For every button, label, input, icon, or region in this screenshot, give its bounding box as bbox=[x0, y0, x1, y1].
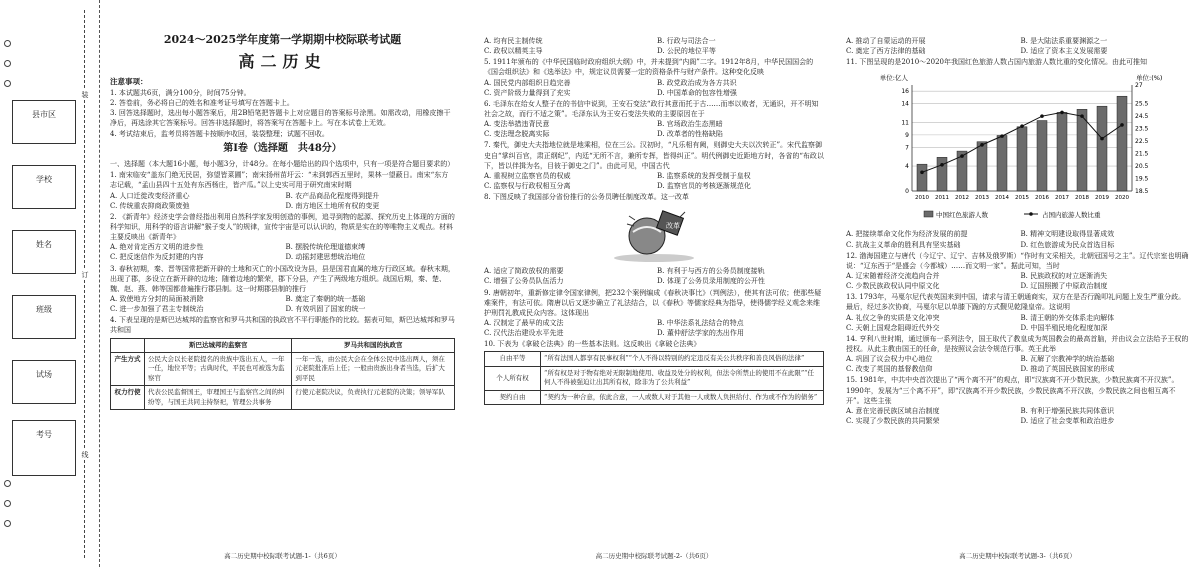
question-7 bbox=[484, 140, 824, 191]
bar bbox=[1037, 121, 1047, 191]
notice-heading: 注意事项： bbox=[110, 77, 148, 87]
field-name[interactable] bbox=[12, 230, 76, 274]
option-a[interactable]: A. 适应了简政放权的需要 bbox=[484, 267, 564, 276]
notice-item: 4. 考试结束后，监考员将答题卡按顺序收回，装袋整理；试题不回收。 bbox=[110, 129, 329, 138]
question-stem: 15. 1981年，中共中央首次提出了“两个离不开”的观点，即“汉族离不开少数民族，少数民族离不开汉族”。1990年，发展为“三个离不开”，即“汉族离不开少数民族，少数民族离不开汉族，少数民族之间也相互离不开”。这些主张 bbox=[846, 376, 1179, 405]
binding-hole-icon bbox=[4, 500, 11, 507]
option-b[interactable]: B. 政党政治成为各方共识 bbox=[657, 78, 737, 87]
option-d[interactable]: D. 改革者的性格缺陷 bbox=[657, 130, 723, 139]
option-b[interactable]: B. 有利于增强民族共同体意识 bbox=[1020, 406, 1115, 415]
question-10-options bbox=[846, 36, 1189, 56]
option-c[interactable]: C. 改变了英国的基督教信仰 bbox=[846, 365, 933, 374]
cartoon-label: 改革 bbox=[666, 222, 680, 231]
y-right-tick-label: 25.5 bbox=[1135, 101, 1149, 109]
option-d[interactable]: D. 有效巩固了国家的统一 bbox=[285, 305, 366, 314]
binding-hole-icon bbox=[4, 80, 11, 87]
q10-table-cell: “所有法国人都享有民事权利”“个人不得以特别的约定违反有关公共秩序和善良风俗的法律” bbox=[541, 352, 824, 366]
option-a[interactable]: A. 致使地方分封的局面被消除 bbox=[110, 295, 204, 304]
q10-table-cell: 自由平等 bbox=[485, 352, 541, 366]
side-word-xian: 线 bbox=[81, 451, 89, 459]
x-tick-label: 2018 bbox=[1075, 195, 1089, 202]
page-footer: 高二历史期中校际联考试题-2-（共6页） bbox=[595, 551, 713, 560]
q4-table-header: 罗马共和国的执政官 bbox=[292, 338, 455, 352]
option-b[interactable]: B. 中华法系礼法结合的特点 bbox=[657, 318, 744, 327]
exam-subject: 高二历史 bbox=[238, 51, 327, 71]
option-c[interactable]: C. 进一步加强了君主专制统治 bbox=[110, 305, 204, 314]
option-b[interactable]: B. 监察系统的发挥受制于皇权 bbox=[657, 171, 751, 180]
question-stem: 2. 《新青年》经济史学会曾经指出利用自然科学家发明创造的事例，追寻到物的起源、探究历史上体现的方面的科学知识，用科学的语言讲解“猴子变人”的规律，宣传宇宙是可以认识的，物质是实在的等唯物主义观点。材料主要反映出《新青年》 bbox=[110, 212, 455, 242]
line-point bbox=[1120, 124, 1124, 128]
y-right-tick-label: 20.5 bbox=[1135, 163, 1149, 171]
question-stem: 10. 下表为《拿破仑法典》的一些基本法则。这反映出《拿破仑法典》 bbox=[484, 340, 701, 349]
line-point bbox=[1080, 115, 1084, 119]
x-tick-label: 2019 bbox=[1095, 195, 1109, 202]
question-stem: 14. 亨利八世时期，通过颁布一系列法令，国王取代了教皇成为英国教会的最高首脑，并由议会立法给予王权的授权。从此主教由国王的任命，是按照议会法令规范行事。英王此举 bbox=[846, 334, 1189, 353]
question-13 bbox=[846, 292, 1189, 333]
option-a[interactable]: A. 巩固了议会权力中心地位 bbox=[846, 355, 933, 364]
option-c[interactable]: C. 变法理念脱离实际 bbox=[484, 130, 550, 139]
binding-hole-icon bbox=[4, 60, 11, 67]
question-stem: 9. 唐朝初年，重新修定律令国家律例，把232个案例编成《春秋决事比》（判例法），使其有法可依；使那些疑难案件，有法可依。隋唐以后又逐步确立了礼法结合，以《春秋》等儒家经典为指导，使得儒学经义观念来维护刑罚礼教成民众内容。这体现出 bbox=[484, 288, 822, 317]
question-stem: 3. 春秋初期，秦、晋等国常把新开辟的土地和灭亡的小国改设为县，县是国君直属的地方行政区域。春秋末期，出现了郡，多设立在新开辟的边地；随着边地的繁荣，郡下分县，产生了两级地方组织。战国后期，秦、楚、魏、赵、燕、韩等国都普遍推行郡县制。这一时期郡县制的推行 bbox=[110, 264, 455, 293]
question-3 bbox=[110, 264, 455, 315]
q10-table-cell: 契约自由 bbox=[485, 390, 541, 404]
legend-line-label: 占国内旅游人数比重 bbox=[1042, 211, 1101, 220]
field-room[interactable] bbox=[12, 360, 76, 404]
option-d[interactable]: D. 监察官员的考核逐渐规范化 bbox=[657, 181, 751, 190]
field-name-label: 姓名 bbox=[36, 240, 52, 249]
bar bbox=[917, 165, 927, 192]
y-right-tick-label: 23.5 bbox=[1135, 126, 1149, 134]
line-point bbox=[1020, 125, 1024, 129]
page-footer: 高二历史期中校际联考试题-1-（共6页） bbox=[224, 551, 341, 560]
question-11 bbox=[846, 57, 1189, 249]
exam-title: 2024～2025学年度第一学期期中校际联考试题 bbox=[163, 33, 402, 46]
bar bbox=[1077, 110, 1087, 192]
field-exam-number[interactable] bbox=[12, 420, 76, 476]
option-a[interactable]: A. 把接续革命文化作为经济发展的前提 bbox=[846, 230, 968, 239]
y-left-tick-label: 16 bbox=[901, 88, 909, 96]
field-class[interactable] bbox=[12, 295, 76, 339]
option-d[interactable]: D. 动摇封建思想统治地位 bbox=[285, 253, 366, 262]
y-right-tick-label: 27 bbox=[1135, 82, 1143, 90]
question-6 bbox=[484, 99, 824, 140]
y-left-unit-label: 单位:亿人 bbox=[879, 74, 908, 83]
side-word-zhuang: 装 bbox=[81, 91, 89, 99]
option-c[interactable]: C. 监察权与行政权相互分离 bbox=[484, 181, 571, 190]
page-3 bbox=[840, 0, 1195, 567]
option-d[interactable]: D. 红色旅游成为民众首选目标 bbox=[1020, 240, 1115, 249]
notice-item: 1. 本试题共6页，满分100分，时间75分钟。 bbox=[110, 89, 251, 97]
x-tick-label: 2012 bbox=[955, 195, 969, 202]
line-point bbox=[940, 163, 944, 167]
option-c[interactable]: C. 增强了公务员队伍活力 bbox=[484, 277, 564, 286]
line-point bbox=[980, 143, 984, 147]
y-left-tick-label: 7 bbox=[905, 144, 909, 152]
y-right-unit-label: 单位:(%) bbox=[1136, 74, 1163, 83]
y-left-tick-label: 11 bbox=[901, 119, 909, 127]
question-stem: 12. 渤海国建立与唐代（今辽宁、辽宁、吉林及俄罗斯）“作时有文采相关，北朝冠国号之主”。辽代宗室也明确说：“辽东西于“是盛会（今都城）……而文明一家”。据此可知，当时 bbox=[846, 251, 1189, 270]
legend-bar-swatch bbox=[924, 211, 933, 217]
y-left-tick-label: 9 bbox=[905, 132, 909, 140]
y-left-tick-label: 0 bbox=[905, 188, 909, 196]
option-a[interactable]: A. 推动了自蒙运动的开展 bbox=[846, 37, 926, 45]
x-tick-label: 2013 bbox=[975, 195, 989, 202]
question-4-options bbox=[484, 36, 824, 56]
question-9 bbox=[484, 288, 824, 339]
option-a[interactable]: A. 汉制定了最早的成文法 bbox=[484, 318, 564, 327]
option-a[interactable]: A. 意在完善民族区域自治制度 bbox=[846, 406, 940, 415]
option-c[interactable]: C. 奠定了西方法律的基础 bbox=[846, 47, 926, 56]
option-d[interactable]: D. 中国革命的包容性增强 bbox=[657, 88, 737, 97]
q4-table-cell: 代表公民监督国王，审理国王与监察官之间的纠纷等，与国王共同主持祭祀，管理公共事务 bbox=[145, 386, 292, 410]
bar bbox=[937, 158, 947, 192]
option-c[interactable]: C. 天朝上国观念阻碍近代外交 bbox=[846, 323, 940, 332]
y-right-tick-label: 24.5 bbox=[1135, 113, 1149, 121]
binding-hole-icon bbox=[4, 40, 11, 47]
x-tick-label: 2011 bbox=[935, 195, 949, 202]
y-left-tick-label: 14 bbox=[901, 101, 909, 109]
q4-table-cell: 公民大会以长老院提名的贵族中选出五人，一年一任，地位平等；古典时代，平民也可被选为监察官 bbox=[145, 353, 292, 386]
option-a[interactable]: A. 变法举措违背民意 bbox=[484, 120, 550, 129]
option-d[interactable]: D. 董仲舒法学家的杰出作用 bbox=[657, 329, 744, 338]
line-point bbox=[1060, 111, 1064, 115]
option-d[interactable]: D. 南方地区土地所有权的变更 bbox=[285, 201, 380, 210]
option-d[interactable]: D. 适应了社会变革和政治进步 bbox=[1020, 416, 1115, 425]
q8-cartoon bbox=[484, 204, 824, 264]
q10-table-cell: “所有权是对于物有绝对无限制地使用、收益及处分的权利，但法令所禁止的使用不在此限”“任何人不得被强迫让出其所有权，除非为了公共利益” bbox=[541, 366, 824, 390]
q4-table-header bbox=[111, 338, 145, 352]
page-footer: 高二历史期中校际联考试题-3-（共6页） bbox=[959, 551, 1076, 560]
y-right-tick-label: 18.5 bbox=[1135, 188, 1149, 196]
question-stem: 11. 下图呈现的是2010～2020年我国红色旅游人数占国内旅游人数比重的变化情况。由此可推知 bbox=[846, 58, 1147, 67]
option-b[interactable]: B. 摆脱传统伦理道德束缚 bbox=[285, 243, 366, 252]
line-point bbox=[1100, 137, 1104, 141]
line-point bbox=[960, 155, 964, 159]
option-c[interactable]: C. 传统重农抑商政策废弛 bbox=[110, 201, 190, 210]
field-county[interactable] bbox=[12, 100, 76, 144]
notice-item: 3. 回答选择题时，选出每小题答案后，用2B铅笔把答题卡上对应题目的答案标号涂黑。如需改动，用橡皮擦干净后，再选涂其它答案标号。回答非选择题时，将答案写在答题卡上。写在本试卷上无效。 bbox=[110, 109, 451, 128]
line-point bbox=[1000, 135, 1004, 139]
y-right-tick-label: 22.5 bbox=[1135, 138, 1149, 146]
field-county-label: 县市区 bbox=[32, 110, 56, 119]
option-b[interactable]: B. 农产品商品化程度得到提升 bbox=[285, 191, 380, 200]
question-stem: 1. 南宋临安“盖东门绝无民居，弥望皆菜圃”；南宋扬州苗圩云：“未到郭西五里时，果林一望蔽日。南宋“东方志记载，“孟山县四十五处有东西杨庄，皆产瓜。”以上史实可用于研究南宋时期 bbox=[110, 171, 449, 190]
question-8 bbox=[484, 192, 824, 286]
legend-line-marker bbox=[1029, 213, 1033, 217]
bar bbox=[977, 142, 987, 191]
option-b[interactable]: B. 精神文明建设取得显著成效 bbox=[1020, 230, 1115, 239]
page-1 bbox=[100, 0, 465, 567]
bar bbox=[1117, 97, 1127, 192]
q4-table-cell: 产生方式 bbox=[111, 353, 145, 386]
binding-margin bbox=[0, 0, 100, 567]
option-b[interactable]: B. 官场政治生态黑暗 bbox=[657, 120, 723, 129]
option-c[interactable]: C. 政权以精英主导 bbox=[484, 47, 543, 56]
x-tick-label: 2015 bbox=[1015, 195, 1029, 202]
binding-hole-icon bbox=[4, 520, 11, 527]
option-c[interactable]: C. 实现了少数民族的共同繁荣 bbox=[846, 416, 940, 425]
option-d[interactable]: D. 适应了资本主义发展需要 bbox=[1020, 47, 1108, 56]
q4-table-cell: 行使元老院决议，负责执行元老院的决策；领导军队 bbox=[292, 386, 455, 410]
field-school[interactable] bbox=[12, 165, 76, 209]
q10-table-cell: 个人所有权 bbox=[485, 366, 541, 390]
notice-item: 2. 答卷前，务必将自己的姓名和准考证号填写在答题卡上。 bbox=[110, 99, 294, 108]
legend-bar-label: 中国红色旅游人数 bbox=[936, 211, 988, 220]
option-b[interactable]: B. 行政与司法合一 bbox=[657, 37, 716, 45]
bar bbox=[1097, 107, 1107, 192]
q4-table-cell: 一年一选，由公民大会在全体公民中选出两人，须在元老院批准后上任；一般由贵族出身者当选，后扩大到平民 bbox=[292, 353, 455, 386]
cartoon-illustration bbox=[599, 204, 709, 264]
option-b[interactable]: B. 奠定了秦朝的统一基础 bbox=[285, 295, 366, 304]
part-heading: 第Ⅰ卷（选择题 共48分） bbox=[223, 142, 342, 154]
q4-table-cell: 权力行使 bbox=[111, 386, 145, 410]
x-tick-label: 2014 bbox=[995, 195, 1009, 202]
option-b[interactable]: B. 民族政权的对立逐渐消失 bbox=[1020, 271, 1108, 280]
question-4 bbox=[110, 315, 455, 410]
binding-hole-icon bbox=[4, 480, 11, 487]
option-d[interactable]: D. 辽国照搬了中原政治制度 bbox=[1020, 282, 1108, 291]
line-point bbox=[1040, 115, 1044, 119]
option-b[interactable]: B. 有利于与西方的公务员制度接轨 bbox=[657, 267, 765, 276]
q10-table-cell: “契约为一种合意，依此合意，一人或数人对于其他一人或数人负担给付、作为或不作为的债务” bbox=[541, 390, 824, 404]
option-b[interactable]: B. 是大陆法系重要渊源之一 bbox=[1020, 37, 1108, 45]
tourism-chart bbox=[846, 69, 1189, 227]
option-d[interactable]: D. 公民的地位平等 bbox=[657, 47, 716, 56]
x-tick-label: 2016 bbox=[1035, 195, 1049, 202]
option-a[interactable]: A. 礼仪之争的实质是文化冲突 bbox=[846, 313, 940, 322]
option-c[interactable]: C. 资产阶级力量得到了充实 bbox=[484, 88, 571, 97]
q11-chart bbox=[846, 69, 1189, 227]
q4-table bbox=[110, 338, 455, 411]
field-room-label: 试场 bbox=[36, 370, 52, 379]
option-d[interactable]: D. 体现了公务员录用制度的公开性 bbox=[657, 277, 765, 286]
x-tick-label: 2020 bbox=[1115, 195, 1129, 202]
x-tick-label: 2010 bbox=[915, 195, 929, 202]
question-stem: 6. 毛泽东在给女人整子在的书信中说到，王安石变法“政行其意而托于古……而率以败者，无通识，开不明知社会之故，而行不适之策”。毛泽东认为王安石变法失败的主要原因在于 bbox=[484, 99, 819, 118]
field-school-label: 学校 bbox=[36, 175, 52, 184]
field-class-label: 班级 bbox=[36, 305, 52, 314]
q4-table-header: 斯巴达城邦的监察官 bbox=[145, 338, 292, 352]
question-stem: 7. 秦代，御史大夫指地位就是地乘相，位在三公。汉初时，“凡乐相有阙，则御史大夫以次转正”。宋代监察御史自“掌纠百官，肃正纲纪”，内廷“无所不言，兼所专挥，皆得纠正”。明代例御史近距地方时，各省的“布政以下，皆以伴揖为名，目彼于御史之门”。由此可见，中国古代 bbox=[484, 141, 824, 170]
y-right-tick-label: 21.5 bbox=[1135, 151, 1149, 159]
option-c[interactable]: C. 把反迷信作为反封建的内容 bbox=[110, 253, 204, 262]
option-b[interactable]: B. 瓦解了宗教神学的统治基础 bbox=[1020, 355, 1115, 364]
option-b[interactable]: B. 清王朝的外交体系走向解体 bbox=[1020, 313, 1115, 322]
option-a[interactable]: A. 重视树立监察官员的权威 bbox=[484, 171, 571, 180]
option-a[interactable]: A. 国民党内部组织日趋完善 bbox=[484, 78, 571, 87]
question-1 bbox=[110, 170, 455, 211]
y-left-tick-label: 4 bbox=[905, 163, 909, 171]
option-a[interactable]: A. 辽宋随着经济交流趋向合并 bbox=[846, 271, 940, 280]
question-5 bbox=[484, 57, 824, 98]
question-stem: 13. 1793年，马戛尔尼代表英国来到中国，请求与清王朝通商实，双方在是否行跪叩礼问题上发生严重分歧。最后，经过多次协商，马戛尔尼以单膝下跪的方式觐见乾隆皇帝。这说明 bbox=[846, 293, 1186, 312]
question-stem: 8. 下图反映了我国部分省份推行的公务员聘任制度改革。这一改革 bbox=[484, 193, 689, 202]
bar bbox=[997, 136, 1007, 191]
bar bbox=[1057, 113, 1067, 192]
line-point bbox=[920, 171, 924, 175]
option-a[interactable]: A. 均有民主制传统 bbox=[484, 37, 543, 45]
option-a[interactable]: A. 绝对肯定西方文明的进步性 bbox=[110, 243, 204, 252]
x-tick-label: 2017 bbox=[1055, 195, 1069, 202]
option-d[interactable]: D. 中国半殖民地化程度加深 bbox=[1020, 323, 1108, 332]
q10-table bbox=[484, 351, 824, 405]
page-2 bbox=[478, 0, 830, 567]
question-12 bbox=[846, 251, 1189, 292]
y-right-tick-label: 19.5 bbox=[1135, 175, 1149, 183]
option-a[interactable]: A. 人口迁徙改变经济重心 bbox=[110, 191, 190, 200]
question-15 bbox=[846, 375, 1189, 426]
question-14 bbox=[846, 334, 1189, 375]
option-c[interactable]: C. 抗战主义革命的胜利具有坚实基础 bbox=[846, 240, 961, 249]
question-10 bbox=[484, 339, 824, 405]
bar bbox=[1017, 127, 1027, 191]
option-c[interactable]: C. 少数民族政权认同中原文化 bbox=[846, 282, 940, 291]
question-stem: 5. 1911年颁布的《中华民国临时政府组织大纲》中，并未提到“内阁”二字。1912年8月，中华民国国会的《国会组织法》和《选举法》中，规定议员需要一定的资格条件与财产条件。这种变化反映 bbox=[484, 58, 814, 77]
side-word-ding: 订 bbox=[81, 271, 89, 279]
option-d[interactable]: D. 推动了英国民族国家的形成 bbox=[1020, 365, 1115, 374]
section-intro: 一、选择题（本大题16小题，每小题3分，计48分。在每小题给出的四个选项中，只有一项是符合题目要求的） bbox=[110, 160, 455, 169]
question-2 bbox=[110, 212, 455, 263]
field-exam-number-label: 考号 bbox=[36, 430, 52, 439]
question-stem: 4. 下表呈现的是斯巴达城邦的监察官和罗马共和国的执政官不平行职能作的比较。据表可知，斯巴达城邦和罗马共和国 bbox=[110, 316, 455, 335]
option-c[interactable]: C. 汉代法治建设水平先进 bbox=[484, 329, 564, 338]
